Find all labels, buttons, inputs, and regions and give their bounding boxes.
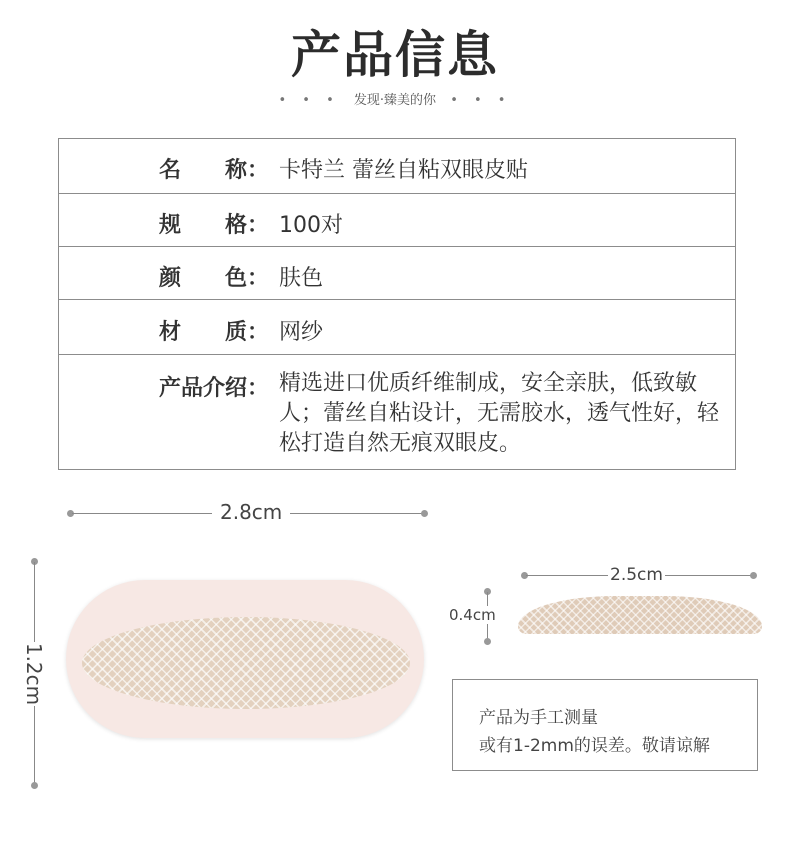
spec-value: 肤色: [279, 266, 324, 291]
page-subtitle: [0, 92, 790, 110]
lace-mesh-pattern: [82, 617, 410, 709]
decor-dots-left: • • •: [278, 93, 340, 108]
spec-value: 100对: [279, 213, 343, 238]
dim-endpoint: [484, 638, 491, 645]
spec-value: 精选进口优质纤维制成，安全亲肤，低致敏人；蕾丝自粘设计，无需胶水，透气性好，轻松打造自然无痕双眼皮。: [279, 371, 720, 456]
note-line-1: 产品为手工测量: [479, 708, 598, 728]
dim-endpoint: [31, 782, 38, 789]
spec-value: 卡特兰 蕾丝自粘双眼皮贴: [279, 158, 528, 183]
spec-row-intro: [59, 355, 735, 469]
subtitle-text: 发现·臻美的你: [353, 93, 437, 108]
width-label: 2.8cm: [212, 500, 290, 524]
spec-label: 名 称：: [159, 158, 270, 183]
spec-label: 规 格：: [159, 213, 270, 238]
spec-value: 网纱: [279, 320, 324, 345]
side-view-patch-image: [518, 596, 762, 634]
height-label: 1.2cm: [22, 642, 46, 706]
length-label: 2.5cm: [610, 565, 663, 585]
spec-label: 颜 色：: [159, 266, 270, 291]
measurement-note: [452, 679, 758, 771]
spec-row-name: [59, 139, 735, 194]
page-title: 产品信息: [291, 26, 499, 84]
decor-dots-right: • • •: [450, 93, 512, 108]
dim-endpoint: [750, 572, 757, 579]
spec-row-material: [59, 300, 735, 355]
spec-table: [58, 138, 736, 470]
dim-endpoint: [421, 510, 428, 517]
spec-row-color: [59, 247, 735, 300]
spec-row-size: [59, 194, 735, 247]
spec-label: 材 质：: [159, 320, 270, 345]
thickness-label: 0.4cm: [449, 606, 496, 624]
note-line-2: 或有1-2mm的误差。敬请谅解: [479, 736, 710, 756]
spec-label: 产品介绍：: [159, 376, 270, 401]
